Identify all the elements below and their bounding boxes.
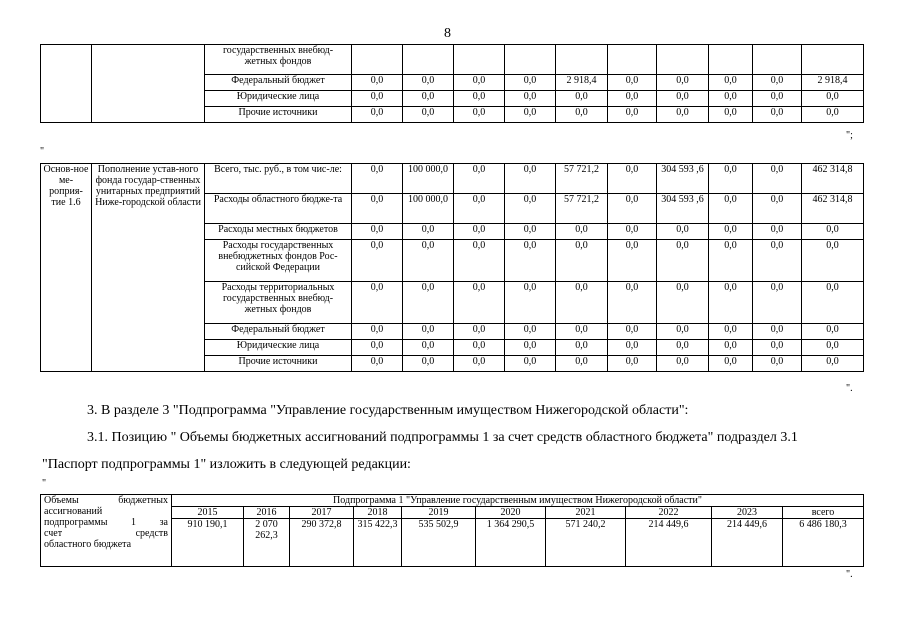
value-cell: 0,0 bbox=[556, 107, 608, 123]
paragraph-passport: "Паспорт подпрограммы 1" изложить в следующей редакции: bbox=[42, 457, 411, 472]
value-cell: 0,0 bbox=[352, 282, 403, 324]
source-label: Юридические лица bbox=[205, 340, 352, 356]
value-cell: 0,0 bbox=[753, 240, 802, 282]
value-cell: 0,0 bbox=[352, 324, 403, 340]
year-header: 2019 bbox=[402, 507, 476, 519]
year-header: 2021 bbox=[546, 507, 626, 519]
value-cell: 0,0 bbox=[709, 240, 753, 282]
value-cell bbox=[454, 45, 505, 75]
event-name-cell: Пополнение устав-ного фонда государ-ственных унитарных предприятий Ниже-городской области bbox=[92, 164, 205, 372]
table-mid bbox=[40, 163, 864, 372]
value-cell: 462 314,8 bbox=[802, 194, 864, 224]
value-cell: 0,0 bbox=[709, 340, 753, 356]
value-cell: 0,0 bbox=[753, 164, 802, 194]
source-label: Расходы местных бюджетов bbox=[205, 224, 352, 240]
value-cell: 0,0 bbox=[352, 75, 403, 91]
year-header: 2017 bbox=[290, 507, 354, 519]
value-cell: 0,0 bbox=[753, 91, 802, 107]
value-cell: 0,0 bbox=[403, 240, 454, 282]
value-cell: 0,0 bbox=[454, 164, 505, 194]
year-value: 214 449,6 bbox=[626, 519, 712, 567]
value-cell: 0,0 bbox=[403, 324, 454, 340]
value-cell: 0,0 bbox=[608, 324, 657, 340]
value-cell: 0,0 bbox=[608, 107, 657, 123]
value-cell: 0,0 bbox=[657, 340, 709, 356]
value-cell: 0,0 bbox=[709, 107, 753, 123]
value-cell: 0,0 bbox=[454, 224, 505, 240]
value-cell: 0,0 bbox=[505, 164, 556, 194]
value-cell: 0,0 bbox=[454, 324, 505, 340]
table-bottom bbox=[40, 494, 864, 567]
value-cell: 0,0 bbox=[709, 75, 753, 91]
event-name-cell bbox=[92, 45, 205, 123]
value-cell: 0,0 bbox=[454, 107, 505, 123]
value-cell: 0,0 bbox=[454, 75, 505, 91]
value-cell: 0,0 bbox=[454, 91, 505, 107]
value-cell: 0,0 bbox=[657, 282, 709, 324]
year-value: 535 502,9 bbox=[402, 519, 476, 567]
value-cell: 0,0 bbox=[657, 91, 709, 107]
value-cell: 0,0 bbox=[505, 340, 556, 356]
value-cell: 0,0 bbox=[657, 107, 709, 123]
value-cell: 0,0 bbox=[709, 324, 753, 340]
value-cell: 0,0 bbox=[709, 282, 753, 324]
value-cell bbox=[556, 45, 608, 75]
value-cell: 0,0 bbox=[802, 107, 864, 123]
value-cell: 0,0 bbox=[753, 356, 802, 372]
value-cell: 0,0 bbox=[709, 224, 753, 240]
value-cell: 0,0 bbox=[454, 240, 505, 282]
passport-label-cell: Объемы бюджетных ассигнований подпрограммы 1 за счет средств областного бюджета bbox=[41, 495, 172, 567]
value-cell: 0,0 bbox=[709, 91, 753, 107]
table-top bbox=[40, 44, 864, 123]
value-cell: 0,0 bbox=[753, 224, 802, 240]
value-cell: 0,0 bbox=[608, 240, 657, 282]
value-cell: 0,0 bbox=[403, 282, 454, 324]
value-cell: 57 721,2 bbox=[556, 164, 608, 194]
year-header: всего bbox=[783, 507, 864, 519]
value-cell: 2 918,4 bbox=[556, 75, 608, 91]
value-cell: 0,0 bbox=[753, 340, 802, 356]
value-cell: 0,0 bbox=[505, 224, 556, 240]
value-cell: 0,0 bbox=[556, 282, 608, 324]
value-cell: 0,0 bbox=[556, 224, 608, 240]
year-header: 2018 bbox=[354, 507, 402, 519]
open-quote-mid: " bbox=[40, 146, 45, 157]
table-row bbox=[41, 164, 864, 194]
source-label: Прочие источники bbox=[205, 356, 352, 372]
value-cell: 0,0 bbox=[709, 164, 753, 194]
value-cell: 0,0 bbox=[505, 356, 556, 372]
value-cell: 0,0 bbox=[753, 194, 802, 224]
value-cell: 0,0 bbox=[802, 356, 864, 372]
value-cell: 0,0 bbox=[556, 91, 608, 107]
value-cell bbox=[505, 45, 556, 75]
year-value: 290 372,8 bbox=[290, 519, 354, 567]
value-cell: 0,0 bbox=[454, 194, 505, 224]
year-value: 2 070 262,3 bbox=[244, 519, 290, 567]
value-cell: 0,0 bbox=[608, 340, 657, 356]
table-row bbox=[41, 45, 864, 75]
value-cell: 0,0 bbox=[802, 224, 864, 240]
paragraph-section-3: 3. В разделе 3 "Подпрограмма "Управление государственным имуществом Нижегородской области": bbox=[87, 403, 689, 418]
paragraph-3-1: 3.1. Позицию " Объемы бюджетных ассигнований подпрограммы 1 за счет средств областного бюджета" подраздел 3.1 bbox=[87, 430, 798, 445]
value-cell: 0,0 bbox=[505, 324, 556, 340]
value-cell bbox=[608, 45, 657, 75]
close-quote-bottom: ". bbox=[846, 569, 853, 580]
value-cell: 0,0 bbox=[556, 356, 608, 372]
value-cell: 0,0 bbox=[753, 107, 802, 123]
value-cell: 0,0 bbox=[802, 91, 864, 107]
value-cell: 2 918,4 bbox=[802, 75, 864, 91]
value-cell: 0,0 bbox=[709, 194, 753, 224]
year-header: 2020 bbox=[476, 507, 546, 519]
value-cell: 0,0 bbox=[608, 164, 657, 194]
value-cell: 0,0 bbox=[657, 324, 709, 340]
source-label: Юридические лица bbox=[205, 91, 352, 107]
year-value: 6 486 180,3 bbox=[783, 519, 864, 567]
value-cell: 0,0 bbox=[608, 194, 657, 224]
value-cell: 0,0 bbox=[403, 224, 454, 240]
value-cell: 0,0 bbox=[454, 340, 505, 356]
year-header: 2023 bbox=[712, 507, 783, 519]
value-cell: 0,0 bbox=[352, 356, 403, 372]
value-cell: 0,0 bbox=[556, 340, 608, 356]
value-cell: 0,0 bbox=[608, 75, 657, 91]
value-cell: 0,0 bbox=[403, 91, 454, 107]
close-quote-top: "; bbox=[846, 130, 853, 141]
value-cell: 0,0 bbox=[657, 356, 709, 372]
source-label: Всего, тыс. руб., в том чис-ле: bbox=[205, 164, 352, 194]
event-number-cell: Основ-ное ме-роприя-тие 1.6 bbox=[41, 164, 92, 372]
value-cell: 0,0 bbox=[608, 224, 657, 240]
value-cell: 0,0 bbox=[753, 324, 802, 340]
value-cell: 304 593 ,6 bbox=[657, 194, 709, 224]
value-cell bbox=[352, 45, 403, 75]
close-quote-mid: ". bbox=[846, 383, 853, 394]
value-cell: 0,0 bbox=[753, 75, 802, 91]
value-cell: 100 000,0 bbox=[403, 194, 454, 224]
source-label: Расходы государственных внебюджетных фондов Рос-сийской Федерации bbox=[205, 240, 352, 282]
value-cell: 0,0 bbox=[505, 107, 556, 123]
subprogram-header: Подпрограмма 1 "Управление государственным имуществом Нижегородской области" bbox=[172, 495, 864, 507]
year-header: 2016 bbox=[244, 507, 290, 519]
page-number: 8 bbox=[444, 26, 451, 41]
value-cell: 0,0 bbox=[802, 340, 864, 356]
value-cell: 0,0 bbox=[505, 91, 556, 107]
value-cell: 0,0 bbox=[454, 282, 505, 324]
event-cell bbox=[41, 45, 92, 123]
value-cell: 0,0 bbox=[709, 356, 753, 372]
source-label: Расходы территориальных государственных внебюд-жетных фондов bbox=[205, 282, 352, 324]
value-cell: 0,0 bbox=[454, 356, 505, 372]
value-cell: 0,0 bbox=[802, 282, 864, 324]
value-cell: 0,0 bbox=[608, 91, 657, 107]
value-cell: 0,0 bbox=[608, 356, 657, 372]
source-label: Прочие источники bbox=[205, 107, 352, 123]
open-quote-bottom: " bbox=[42, 478, 47, 489]
year-value: 571 240,2 bbox=[546, 519, 626, 567]
value-cell: 462 314,8 bbox=[802, 164, 864, 194]
source-label: Федеральный бюджет bbox=[205, 75, 352, 91]
value-cell: 0,0 bbox=[505, 75, 556, 91]
value-cell: 0,0 bbox=[352, 91, 403, 107]
value-cell: 0,0 bbox=[352, 340, 403, 356]
value-cell: 100 000,0 bbox=[403, 164, 454, 194]
value-cell: 0,0 bbox=[657, 224, 709, 240]
value-cell: 0,0 bbox=[403, 107, 454, 123]
value-cell bbox=[403, 45, 454, 75]
year-value: 214 449,6 bbox=[712, 519, 783, 567]
value-cell: 0,0 bbox=[657, 240, 709, 282]
value-cell bbox=[802, 45, 864, 75]
value-cell bbox=[657, 45, 709, 75]
value-cell: 0,0 bbox=[802, 324, 864, 340]
value-cell: 0,0 bbox=[802, 240, 864, 282]
source-label: Федеральный бюджет bbox=[205, 324, 352, 340]
value-cell: 304 593 ,6 bbox=[657, 164, 709, 194]
value-cell: 0,0 bbox=[352, 194, 403, 224]
value-cell: 0,0 bbox=[352, 164, 403, 194]
year-value: 1 364 290,5 bbox=[476, 519, 546, 567]
value-cell: 0,0 bbox=[556, 240, 608, 282]
year-value: 315 422,3 bbox=[354, 519, 402, 567]
source-label: Расходы областного бюдже-та bbox=[205, 194, 352, 224]
value-cell: 0,0 bbox=[505, 194, 556, 224]
value-cell: 0,0 bbox=[505, 240, 556, 282]
value-cell: 0,0 bbox=[657, 75, 709, 91]
value-cell: 0,0 bbox=[753, 282, 802, 324]
value-cell: 0,0 bbox=[556, 324, 608, 340]
value-cell: 0,0 bbox=[403, 75, 454, 91]
value-cell: 0,0 bbox=[608, 282, 657, 324]
year-header: 2015 bbox=[172, 507, 244, 519]
value-cell: 0,0 bbox=[403, 340, 454, 356]
year-header: 2022 bbox=[626, 507, 712, 519]
value-cell bbox=[753, 45, 802, 75]
value-cell: 0,0 bbox=[403, 356, 454, 372]
year-value: 910 190,1 bbox=[172, 519, 244, 567]
value-cell: 0,0 bbox=[352, 107, 403, 123]
source-label: государственных внебюд-жетных фондов bbox=[205, 45, 352, 75]
value-cell: 0,0 bbox=[505, 282, 556, 324]
value-cell: 0,0 bbox=[352, 224, 403, 240]
value-cell bbox=[709, 45, 753, 75]
value-cell: 57 721,2 bbox=[556, 194, 608, 224]
value-cell: 0,0 bbox=[352, 240, 403, 282]
